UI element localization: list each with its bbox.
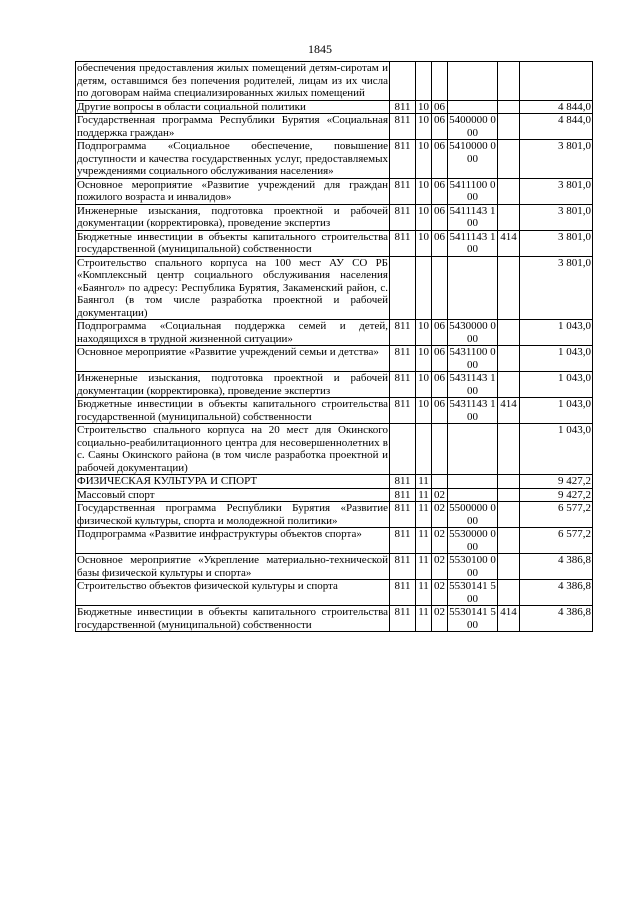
target-article-cell — [448, 62, 498, 101]
table-row — [76, 114, 593, 140]
subsection-code-cell: 06 — [432, 140, 448, 179]
ministry-code-cell: 811 — [390, 398, 416, 424]
subsection-code-cell: 06 — [432, 372, 448, 398]
table-row — [76, 204, 593, 230]
target-article-cell — [448, 256, 498, 320]
amount-cell — [520, 62, 593, 101]
subsection-code-cell: 02 — [432, 580, 448, 606]
amount-cell: 6 577,2 — [520, 502, 593, 528]
subsection-code-cell — [432, 256, 448, 320]
ministry-code-cell: 811 — [390, 114, 416, 140]
item-name-cell: Подпрограмма «Социальное обеспечение, повышение доступности и качества государственных услуг, предоставляемых учреждениями социального обслуживания населения» — [77, 140, 388, 177]
section-code-cell — [416, 62, 432, 101]
expense-type-cell — [498, 346, 520, 372]
item-name-cell: Бюджетные инвестиции в объекты капитального строительства государственной (муниципальной) собственности — [77, 230, 388, 255]
subsection-code-cell: 02 — [432, 528, 448, 554]
subsection-code-cell: 02 — [432, 502, 448, 528]
item-name-cell: Основное мероприятие «Укрепление материально-технической базы физической культуры и спорта» — [77, 554, 388, 579]
ministry-code-cell: 811 — [390, 230, 416, 256]
item-name-cell: Государственная программа Республики Бурятия «Развитие физической культуры, спорта и молодежной политики» — [77, 502, 388, 527]
section-code-cell: 11 — [416, 554, 432, 580]
expense-type-cell — [498, 100, 520, 114]
amount-cell: 1 043,0 — [520, 346, 593, 372]
amount-cell: 6 577,2 — [520, 528, 593, 554]
table-row — [76, 372, 593, 398]
item-name-cell: Основное мероприятие «Развитие учреждений для граждан пожилого возраста и инвалидов» — [77, 178, 388, 203]
subsection-code-cell: 06 — [432, 178, 448, 204]
expense-type-cell — [498, 62, 520, 101]
expense-type-cell: 414 — [498, 398, 520, 424]
expense-type-cell — [498, 580, 520, 606]
section-code-cell: 11 — [416, 488, 432, 502]
target-article-cell — [448, 424, 498, 475]
table-row — [76, 62, 593, 101]
expense-type-cell — [498, 475, 520, 489]
ministry-code-cell — [390, 424, 416, 475]
item-name-cell: Строительство спального корпуса на 20 мест для Окинского социально-реабилитационного центра для несовершеннолетних в с. Саяны Окинского района (в том числе разработка проектной и рабочей документации) — [77, 424, 388, 474]
expense-type-cell — [498, 140, 520, 179]
ministry-code-cell — [390, 256, 416, 320]
budget-table-body — [76, 62, 593, 632]
target-article-cell: 5500000 000 — [449, 502, 496, 527]
section-code-cell: 10 — [416, 346, 432, 372]
amount-cell: 1 043,0 — [520, 398, 593, 424]
expense-type-cell: 414 — [498, 230, 520, 256]
subsection-code-cell: 06 — [432, 346, 448, 372]
section-code-cell: 11 — [416, 528, 432, 554]
subsection-code-cell: 06 — [432, 398, 448, 424]
expense-type-cell — [498, 114, 520, 140]
table-row — [76, 256, 593, 320]
item-name-cell: Подпрограмма «Развитие инфраструктуры объектов спорта» — [76, 528, 390, 554]
ministry-code-cell: 811 — [390, 140, 416, 179]
ministry-code-cell: 811 — [390, 502, 416, 528]
subsection-code-cell: 02 — [432, 488, 448, 502]
item-name-cell: Основное мероприятие «Развитие учреждений семьи и детства» — [76, 346, 390, 372]
expense-type-cell — [498, 488, 520, 502]
section-code-cell: 11 — [416, 502, 432, 528]
amount-cell: 3 801,0 — [520, 178, 593, 204]
item-name-cell: Строительство объектов физической культуры и спорта — [76, 580, 390, 606]
table-row — [76, 475, 593, 489]
target-article-cell — [448, 475, 498, 489]
amount-cell: 3 801,0 — [520, 230, 593, 256]
subsection-code-cell: 06 — [432, 204, 448, 230]
ministry-code-cell: 811 — [390, 488, 416, 502]
expense-type-cell — [498, 178, 520, 204]
ministry-code-cell — [390, 62, 416, 101]
target-article-cell: 5411143 100 — [448, 230, 498, 256]
section-code-cell: 10 — [416, 372, 432, 398]
item-name-cell: Бюджетные инвестиции в объекты капитального строительства государственной (муниципальной) собственности — [77, 398, 388, 423]
target-article-cell: 5530100 000 — [449, 554, 496, 579]
item-name-cell: Строительство спального корпуса на 100 мест АУ СО РБ «Комплексный центр социального обслуживания населения «Баянгол» по адресу: Республика Бурятия, Закаменский район, с. Баянгол (в том числе разработка проектной и рабочей документации) — [77, 256, 388, 319]
section-code-cell: 10 — [416, 204, 432, 230]
subsection-code-cell — [432, 62, 448, 101]
subsection-code-cell — [432, 475, 448, 489]
page-number: 1845 — [308, 42, 332, 56]
expense-type-cell — [498, 554, 520, 580]
target-article-cell: 5431143 100 — [449, 372, 496, 397]
amount-cell: 4 386,8 — [520, 554, 593, 580]
target-article-cell: 5430000 000 — [449, 320, 496, 345]
expense-type-cell — [498, 320, 520, 346]
amount-cell: 4 844,0 — [520, 114, 593, 140]
section-code-cell: 10 — [416, 114, 432, 140]
section-code-cell — [416, 256, 432, 320]
table-row — [76, 424, 593, 475]
section-code-cell: 10 — [416, 140, 432, 179]
section-code-cell — [416, 424, 432, 475]
table-row — [76, 502, 593, 528]
item-name-cell: Подпрограмма «Социальная поддержка семей и детей, находящихся в трудной жизненной ситуации» — [77, 320, 388, 345]
table-row — [76, 100, 593, 114]
expense-type-cell: 414 — [498, 606, 520, 632]
ministry-code-cell: 811 — [390, 178, 416, 204]
expense-type-cell — [498, 424, 520, 475]
item-name-cell: Инженерные изыскания, подготовка проектной и рабочей документации (корректировка), проведение экспертиз — [77, 372, 388, 397]
ministry-code-cell: 811 — [390, 475, 416, 489]
subsection-code-cell — [432, 424, 448, 475]
amount-cell: 4 386,8 — [520, 580, 593, 606]
table-row — [76, 178, 593, 204]
section-code-cell: 11 — [416, 475, 432, 489]
target-article-cell: 5400000 000 — [449, 114, 496, 139]
item-name-cell: Другие вопросы в области социальной политики — [76, 100, 390, 114]
amount-cell: 9 427,2 — [520, 488, 593, 502]
section-code-cell: 10 — [416, 100, 432, 114]
ministry-code-cell: 811 — [390, 372, 416, 398]
section-code-cell: 11 — [416, 606, 432, 632]
ministry-code-cell: 811 — [390, 204, 416, 230]
target-article-cell: 5410000 000 — [448, 140, 498, 179]
ministry-code-cell: 811 — [390, 580, 416, 606]
expense-type-cell — [498, 372, 520, 398]
expense-type-cell — [498, 204, 520, 230]
section-code-cell: 10 — [416, 398, 432, 424]
amount-cell: 9 427,2 — [520, 475, 593, 489]
expense-type-cell — [498, 256, 520, 320]
subsection-code-cell: 02 — [432, 554, 448, 580]
ministry-code-cell: 811 — [390, 606, 416, 632]
ministry-code-cell: 811 — [390, 554, 416, 580]
table-row — [76, 230, 593, 256]
item-name-cell: ФИЗИЧЕСКАЯ КУЛЬТУРА И СПОРТ — [76, 475, 390, 489]
target-article-cell: 5411100 000 — [448, 178, 498, 204]
amount-cell: 3 801,0 — [520, 256, 593, 320]
target-article-cell — [448, 100, 498, 114]
budget-table — [75, 61, 593, 632]
target-article-cell: 5431100 000 — [449, 346, 496, 371]
subsection-code-cell: 06 — [432, 320, 448, 346]
target-article-cell: 5431143 100 — [449, 398, 496, 423]
section-code-cell: 10 — [416, 320, 432, 346]
amount-cell: 1 043,0 — [520, 424, 593, 475]
target-article-cell — [448, 488, 498, 502]
expense-type-cell — [498, 502, 520, 528]
table-row — [76, 580, 593, 606]
ministry-code-cell: 811 — [390, 100, 416, 114]
item-name-cell: Инженерные изыскания, подготовка проектной и рабочей документации (корректировка), проведение экспертиз — [77, 204, 388, 229]
table-row — [76, 606, 593, 632]
item-name-cell: Бюджетные инвестиции в объекты капитального строительства государственной (муниципальной) собственности — [77, 606, 388, 631]
item-name-cell: Государственная программа Республики Бурятия «Социальная поддержка граждан» — [77, 114, 388, 139]
amount-cell: 4 386,8 — [520, 606, 593, 632]
amount-cell: 3 801,0 — [520, 204, 593, 230]
target-article-cell: 5530141 500 — [449, 580, 496, 605]
section-code-cell: 10 — [416, 230, 432, 256]
table-row — [76, 140, 593, 179]
table-row — [76, 346, 593, 372]
table-row — [76, 528, 593, 554]
amount-cell: 1 043,0 — [520, 320, 593, 346]
table-row — [76, 320, 593, 346]
section-code-cell: 10 — [416, 178, 432, 204]
table-row — [76, 554, 593, 580]
expense-type-cell — [498, 528, 520, 554]
subsection-code-cell: 06 — [432, 114, 448, 140]
target-article-cell: 5530141 500 — [449, 606, 496, 631]
amount-cell: 3 801,0 — [520, 140, 593, 179]
target-article-cell: 5530000 000 — [449, 528, 496, 553]
table-row — [76, 398, 593, 424]
subsection-code-cell: 06 — [432, 230, 448, 256]
subsection-code-cell: 02 — [432, 606, 448, 632]
amount-cell: 4 844,0 — [520, 100, 593, 114]
subsection-code-cell: 06 — [432, 100, 448, 114]
ministry-code-cell: 811 — [390, 320, 416, 346]
item-name-cell: Массовый спорт — [76, 488, 390, 502]
table-row — [76, 488, 593, 502]
target-article-cell: 5411143 100 — [448, 204, 498, 230]
item-name-cell: обеспечения предоставления жилых помещений детям-сиротам и детям, оставшимся без попечения родителей, лицам из их числа по договорам найма специализированных жилых помещений — [77, 62, 388, 99]
ministry-code-cell: 811 — [390, 346, 416, 372]
section-code-cell: 11 — [416, 580, 432, 606]
ministry-code-cell: 811 — [390, 528, 416, 554]
amount-cell: 1 043,0 — [520, 372, 593, 398]
